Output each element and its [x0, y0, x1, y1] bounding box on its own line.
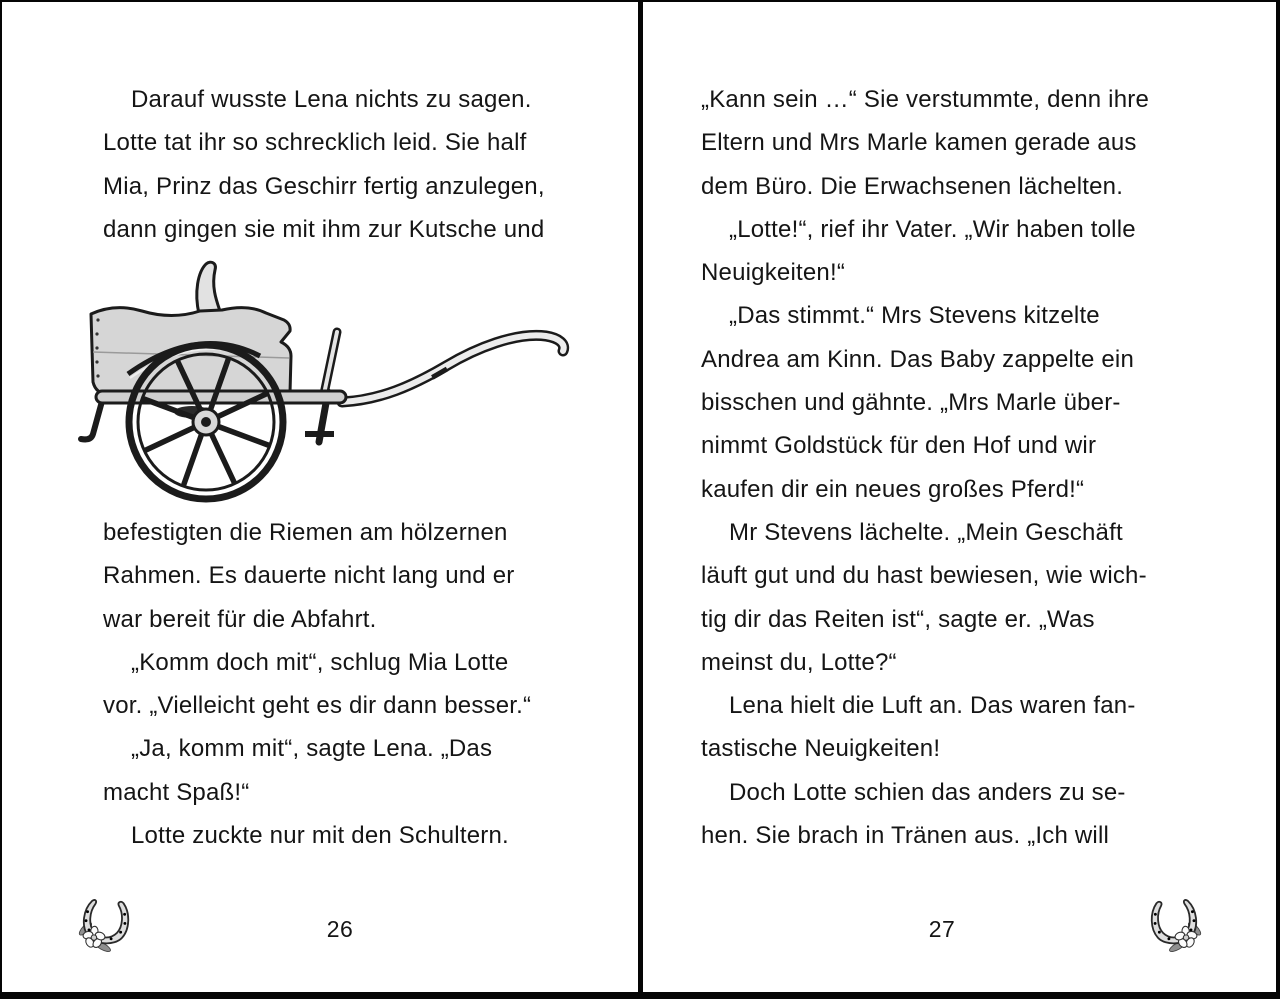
cart-illustration-svg — [60, 252, 580, 512]
right-page-text — [701, 78, 1149, 857]
text-line: war bereit für die Abfahrt. — [103, 605, 377, 633]
text-line: dem Büro. Die Erwachsenen lächelten. — [701, 172, 1124, 200]
text-line: vor. „Vielleicht geht es dir dann besser.“ — [103, 692, 532, 720]
text-line: befestigten die Riemen am hölzernen — [103, 519, 508, 546]
page-number-left: 26 — [326, 916, 354, 942]
text-line: tastische Neuigkeiten! — [701, 735, 941, 763]
text-line: Andrea am Kinn. Das Baby zappelte ein — [701, 345, 1134, 373]
left-page-text-top — [103, 78, 545, 251]
text-line: hen. Sie brach in Tränen aus. „Ich will — [701, 822, 1110, 850]
text-line: „Kann sein …“ Sie verstummte, denn ihre — [701, 86, 1149, 113]
text-line: läuft gut und du hast bewiesen, wie wich- — [701, 562, 1147, 590]
text-line: „Lotte!“, rief ihr Vater. „Wir haben tolle — [729, 215, 1136, 243]
text-line: „Komm doch mit“, schlug Mia Lotte — [131, 648, 509, 676]
scan-border-right — [1276, 0, 1280, 999]
text-line: Lotte zuckte nur mit den Schultern. — [131, 822, 509, 850]
text-line: Darauf wusste Lena nichts zu sagen. — [131, 86, 532, 113]
text-line: kaufen dir ein neues großes Pferd!“ — [701, 475, 1085, 503]
text-line: tig dir das Reiten ist“, sagte er. „Was — [701, 605, 1095, 633]
text-line: „Das stimmt.“ Mrs Stevens kitzelte — [729, 302, 1100, 330]
left-page-text-bottom — [103, 511, 531, 857]
text-line: Doch Lotte schien das anders zu se- — [729, 778, 1126, 806]
text-line: nimmt Goldstück für den Hof und wir — [701, 432, 1097, 460]
scan-border-left — [0, 0, 2, 999]
page-number-right: 27 — [928, 916, 956, 942]
text-line: Lotte tat ihr so schrecklich leid. Sie half — [103, 129, 527, 157]
text-line: Lena hielt die Luft an. Das waren fan- — [729, 692, 1136, 720]
text-line: Mia, Prinz das Geschirr fertig anzulegen, — [103, 172, 545, 200]
text-line: Eltern und Mrs Marle kamen gerade aus — [701, 129, 1137, 157]
text-line: „Ja, komm mit“, sagte Lena. „Das — [131, 735, 493, 763]
text-line: meinst du, Lotte?“ — [701, 648, 897, 676]
text-line: dann gingen sie mit ihm zur Kutsche und — [103, 215, 545, 243]
text-line: Rahmen. Es dauerte nicht lang und er — [103, 562, 515, 590]
cart-illustration — [60, 252, 580, 517]
horseshoe-flower-icon — [1144, 887, 1206, 957]
text-line: macht Spaß!“ — [103, 778, 250, 806]
text-line: Neuigkeiten!“ — [701, 259, 846, 287]
text-line: Mr Stevens lächelte. „Mein Geschäft — [729, 518, 1123, 546]
text-line: bisschen und gähnte. „Mrs Marle über- — [701, 389, 1121, 417]
page-gutter — [638, 0, 643, 999]
horseshoe-flower-icon — [74, 887, 136, 957]
